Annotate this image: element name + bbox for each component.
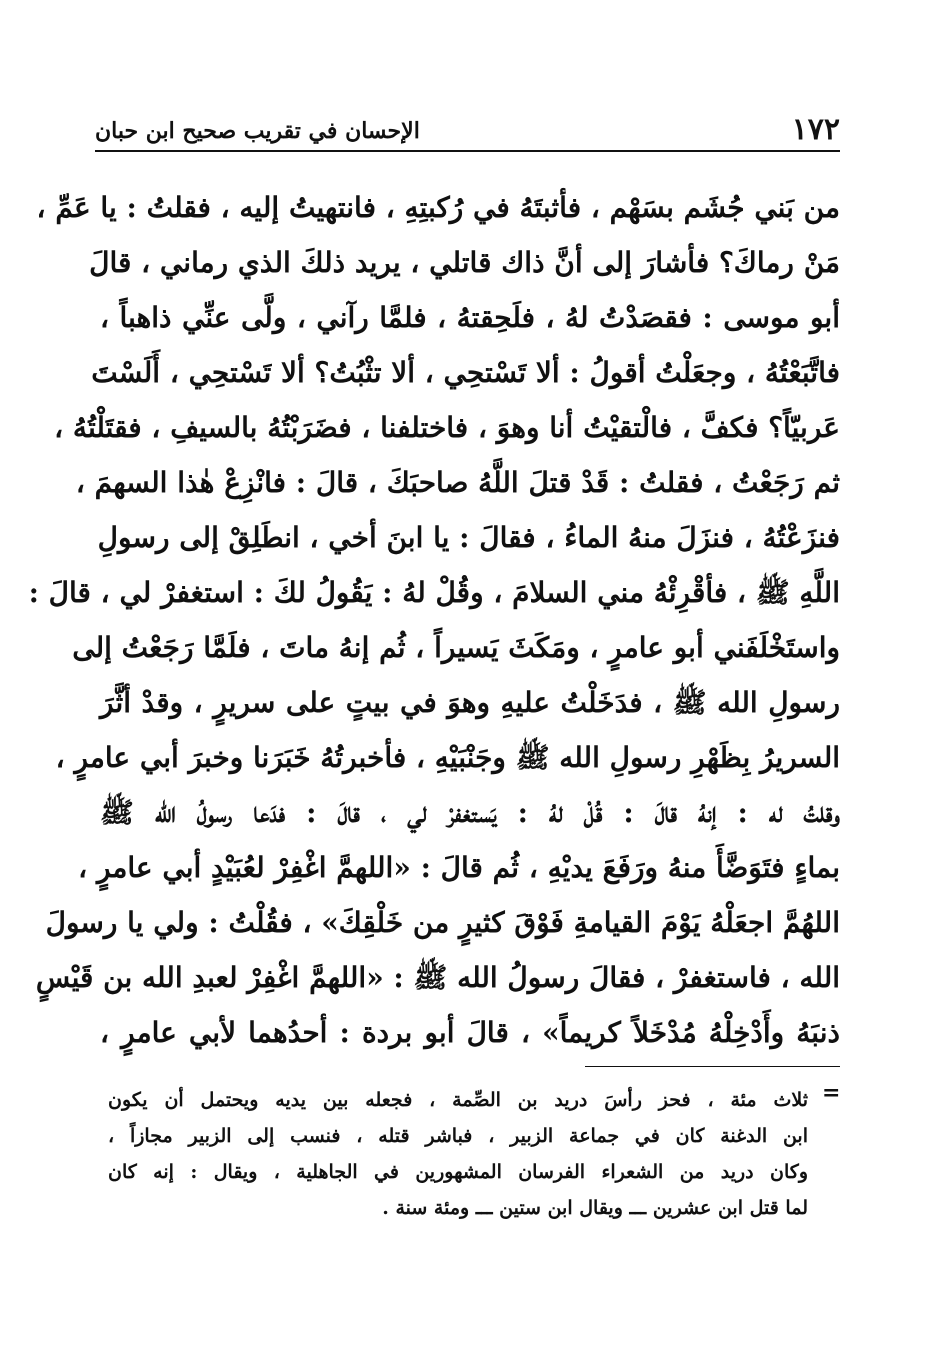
text-line: اللَّهِ ﷺ ، فأقْرِئْهُ مني السلامَ ، وقُلْ لهُ : يَقُولُ لكَ : استغفرْ لي ، قالَ :	[28, 576, 840, 609]
text-line: أبو موسى : فقصَدْتُ لهُ ، فلَحِقتهُ ، فلمَّا رآني ، ولَّى عنِّي ذاهباً ،	[100, 301, 840, 334]
text-line: اللهُمَّ اجعَلْهُ يَوْمَ القيامةِ فَوْقَ كثيرٍ من خَلْقِكَ» ، فقُلْتُ : ولي يا رسولَ	[45, 906, 840, 939]
text-line: مَنْ رماكَ؟ فأشارَ إلى أنَّ ذاك قاتلي ، يريد ذلكَ الذي رماني ، قالَ	[89, 246, 840, 279]
text-line: الله ، فاستغفرْ ، فقالَ رسولُ الله ﷺ : «اللهمَّ اغْفِرْ لعبدِ الله بن قَيْسٍ	[35, 961, 840, 994]
page-header	[95, 110, 840, 150]
text-line: عَربيّاً؟ فكفَّ ، فالْتقيْتُ أنا وهوَ ، فاختلفنا ، فضَرَبْتُهُ بالسيفِ ، فقتَلْتُهُ ،	[54, 411, 840, 444]
text-line: فنزَعْتُهُ ، فنزَلَ منهُ الماءُ ، فقالَ : يا ابنَ أخي ، انطَلِقْ إلى رسولِ	[97, 521, 840, 554]
page-number: ١٧٢	[791, 112, 840, 147]
text-line: ذنبَهُ وأَدْخِلْهُ مُدْخَلاً كريماً» ، قالَ أبو بردة : أحدُهما لأبي عامرٍ ،	[100, 1016, 840, 1049]
text-line: واستَخْلَفَني أبو عامرٍ ، ومَكَثَ يَسيراً ، ثُم إنهُ ماتَ ، فلَمَّا رَجَعْتُ إلى	[72, 631, 840, 664]
footnote	[108, 1082, 808, 1226]
text-line: بماءٍ فتَوَضَّأَ منهُ ورَفَعَ يديْهِ ، ثُم قالَ : «اللهمَّ اغْفِرْ لعُبَيْدٍ أبي عامرٍ ،	[78, 851, 840, 884]
text-line: ثم رَجَعْتُ ، فقلتُ : قَدْ قتلَ اللَّهُ صاحبَكَ ، قالَ : فانْزِعْ هٰذا السهمَ ،	[75, 466, 840, 499]
text-line: رسولِ الله ﷺ ، فدَخَلْتُ عليهِ وهوَ في بيتٍ على سريرٍ ، وقدْ أثَّرَ	[100, 686, 840, 719]
text-line: السريرُ بِظَهْرِ رسولِ الله ﷺ وجَنْبَيْهِ ، فأخبرتُهُ خَبَرَنا وخبرَ أبي عامرٍ ،	[55, 741, 840, 774]
footnote-rule	[585, 1066, 840, 1067]
text-line: وقلتُ له : إنهُ قالَ : قُلْ لهُ : يَستغفرْ لي ، قالَ : فدَعا رسولُ الله ﷺ	[100, 796, 840, 829]
footnote-continuation-marker: =	[822, 1080, 841, 1106]
text-line: من بَني جُشَم بسَهْم ، فأثبتَهُ في رُكبتِهِ ، فانتهيتُ إليه ، فقلتُ : يا عَمِّ ،	[36, 191, 840, 224]
footnote-line: لما قتل ابن عشرين ـــ ويقال ابن ستين ـــ ومئة سنة .	[382, 1197, 808, 1219]
footnote-line: ثلاث مئة ، فحز رأسَ دريد بن الصِّمة ، فجعله بين يديه ويحتمل أن يكون	[108, 1089, 808, 1111]
running-title: الإحسان في تقريب صحيح ابن حبان	[95, 118, 420, 144]
text-line: فاتَّبَعْتُهُ ، وجعَلْتُ أقولُ : ألا تَسْتحِي ، ألا تثْبُتُ؟ ألا تَسْتحِي ، أَلَسْتَ	[91, 356, 840, 389]
main-text	[28, 180, 840, 1060]
footnote-line: ابن الدغنة كان في جماعة الزبير ، فباشر قتله ، فنسب إلى الزبير مجازاً ،	[108, 1125, 808, 1147]
header-rule	[95, 150, 840, 152]
footnote-line: وكان دريد من الشعراء الفرسان المشهورين في الجاهلية ، ويقال : إنه كان	[108, 1161, 808, 1183]
